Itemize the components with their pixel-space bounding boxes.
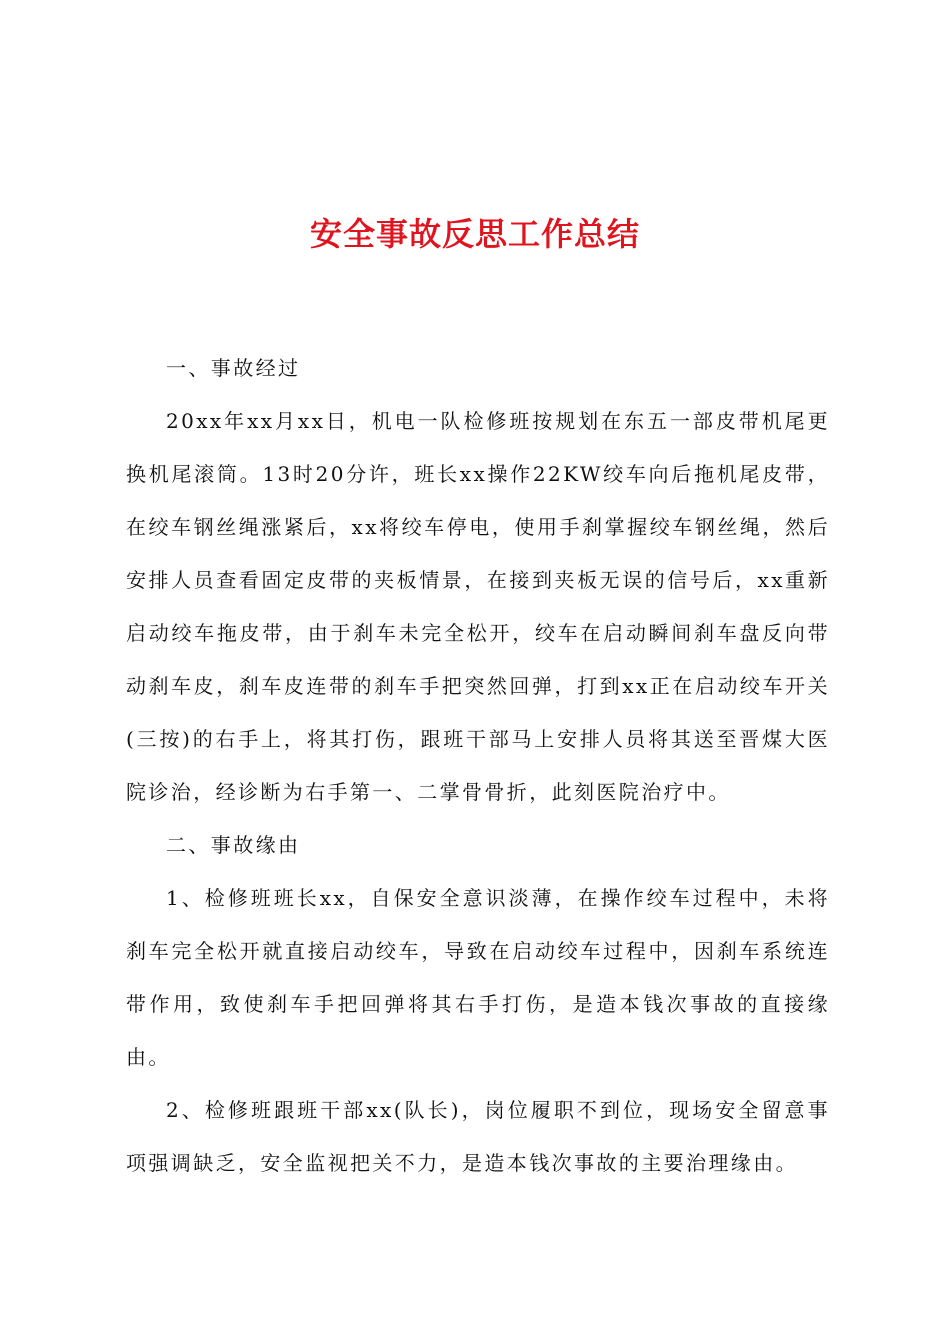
paragraph: 1、检修班班长xx，自保安全意识淡薄，在操作绞车过程中，未将刹车完全松开就直接启动绞车，导致在启动绞车过程中，因刹车系统连带作用，致使刹车手把回弹将其右手打伤，是造本钱次事故的直接缘由。	[126, 886, 830, 1069]
paragraph: 2、检修班跟班干部xx(队长)，岗位履职不到位，现场安全留意事项强调缺乏，安全监视把关不力，是造本钱次事故的主要治理缘由。	[126, 1098, 830, 1175]
section-heading: 二、事故缘由	[166, 833, 301, 857]
document-title: 安全事故反思工作总结	[309, 215, 640, 253]
paragraph: 20xx年xx月xx日，机电一队检修班按规划在东五一部皮带机尾更换机尾滚筒。13时20分许，班长xx操作22KW绞车向后拖机尾皮带，在绞车钢丝绳涨紧后，xx将绞车停电，使用手刹掌握绞车钢丝绳，然后安排人员查看固定皮带的夹板情景，在接到夹板无误的信号后，xx重新启动绞车拖皮带，由于刹车未完全松开，绞车在启动瞬间刹车盘反向带动刹车皮，刹车皮连带的刹车手把突然回弹，打到xx正在启动绞车开关(三按)的右手上，将其打伤，跟班干部马上安排人员将其送至晋煤大医院诊治，经诊断为右手第一、二掌骨骨折，此刻医院治疗中。	[126, 409, 830, 804]
document-body	[126, 342, 830, 1190]
section-heading: 一、事故经过	[166, 356, 301, 380]
